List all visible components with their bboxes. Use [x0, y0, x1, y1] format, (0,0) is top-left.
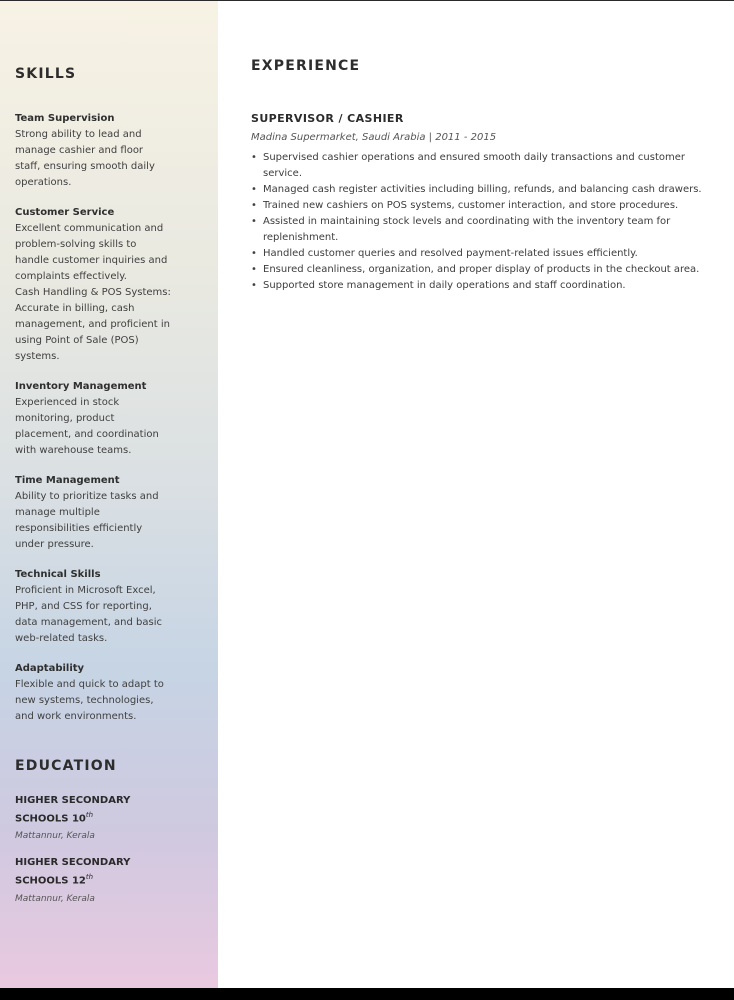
education-school: Mattannur, Kerala — [15, 831, 95, 842]
skill-item — [15, 473, 205, 553]
sidebar — [0, 1, 218, 988]
skill-item — [15, 379, 205, 459]
skill-description: Excellent communication and problem-solving skills to handle customer inquiries and complaints effectively. Cash Handling & POS Systems: Accurate in billing, cash management, and proficient in using Point of Sale (POS) systems. — [15, 223, 171, 362]
skills-heading: SKILLS — [15, 66, 77, 82]
education-degree-suffix: th — [85, 873, 94, 882]
responsibility-item: • Supported store management in daily operations and staff coordination. — [251, 278, 706, 294]
skill-name: Technical Skills — [15, 569, 101, 580]
skill-name: Inventory Management — [15, 381, 147, 392]
education-item — [15, 794, 205, 844]
skill-item — [15, 111, 205, 191]
responsibility-item: • Ensured cleanliness, organization, and proper display of products in the checkout area. — [251, 262, 706, 278]
education-degree — [15, 856, 205, 888]
education-degree — [15, 794, 205, 826]
skill-description: Strong ability to lead and manage cashier and floor staff, ensuring smooth daily operations. — [15, 129, 155, 188]
responsibility-item: • Supervised cashier operations and ensured smooth daily transactions and customer service. — [251, 150, 706, 182]
skill-description: Ability to prioritize tasks and manage multiple responsibilities efficiently under pressure. — [15, 491, 159, 550]
education-item — [15, 856, 205, 906]
skill-name: Adaptability — [15, 663, 85, 674]
skill-description: Flexible and quick to adapt to new systems, technologies, and work environments. — [15, 679, 164, 722]
education-degree-text: HIGHER SECONDARY SCHOOLS 10 — [15, 795, 131, 825]
job-entry — [251, 111, 706, 294]
education-school: Mattannur, Kerala — [15, 893, 95, 904]
skill-name: Team Supervision — [15, 113, 115, 124]
skill-item — [15, 661, 205, 725]
education-heading: EDUCATION — [15, 758, 117, 774]
responsibility-item: • Assisted in maintaining stock levels and coordinating with the inventory team for replenishment. — [251, 214, 706, 246]
education-degree-text: HIGHER SECONDARY SCHOOLS 12 — [15, 857, 131, 887]
education-list — [15, 794, 205, 919]
skill-name: Time Management — [15, 475, 120, 486]
skill-description: Proficient in Microsoft Excel, PHP, and CSS for reporting, data management, and basic web-related tasks. — [15, 585, 163, 644]
skill-name: Customer Service — [15, 207, 115, 218]
skills-list — [15, 111, 205, 739]
responsibility-item: • Handled customer queries and resolved payment-related issues efficiently. — [251, 246, 706, 262]
education-degree-suffix: th — [85, 811, 94, 819]
responsibility-item: • Trained new cashiers on POS systems, customer interaction, and store procedures. — [251, 198, 706, 214]
bottom-bar — [0, 988, 734, 1000]
job-title: SUPERVISOR / CASHIER — [251, 112, 404, 125]
job-responsibilities — [251, 150, 706, 294]
job-employer-dates: Madina Supermarket, Saudi Arabia | 2011 - 2015 — [251, 132, 497, 143]
skill-description: Experienced in stock monitoring, product placement, and coordination with warehouse teams. — [15, 397, 159, 456]
skill-item — [15, 567, 205, 647]
responsibility-item: • Managed cash register activities including billing, refunds, and balancing cash drawers. — [251, 182, 706, 198]
experience-heading: EXPERIENCE — [251, 58, 361, 74]
skill-item — [15, 205, 205, 365]
